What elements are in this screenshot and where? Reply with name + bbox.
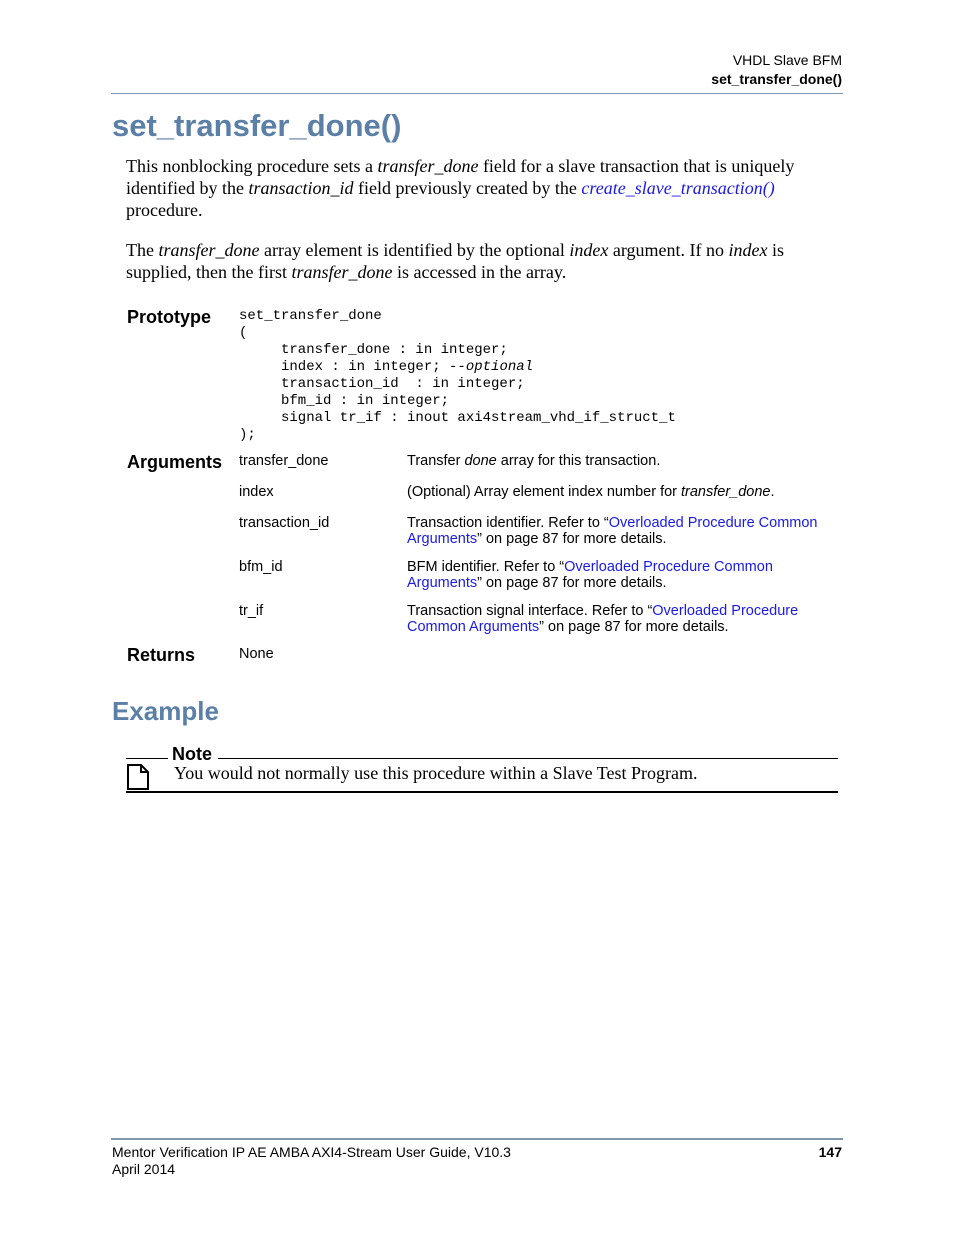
text-run-italic: index [569, 240, 609, 260]
text-run: field for a slave transaction that is uniquely identified by the [126, 156, 795, 198]
overloaded-procedure-link[interactable]: Overloaded Procedure Common Arguments [407, 515, 818, 547]
text-run: ” on page 87 for more details. [539, 619, 729, 635]
text-run-italic: transfer_done [291, 262, 393, 282]
argument-name: index [239, 484, 274, 500]
text-run-italic: transaction_id [248, 178, 354, 198]
text-run-italic: transfer_done [158, 240, 260, 260]
create-slave-transaction-link[interactable]: create_slave_transaction() [581, 178, 775, 198]
text-run-italic: transfer_done [681, 484, 771, 500]
note-text: You would not normally use this procedure within a Slave Test Program. [174, 763, 698, 783]
text-run: Transaction signal interface. Refer to “ [407, 603, 653, 619]
text-run: procedure. [126, 200, 203, 220]
overloaded-procedure-link[interactable]: Overloaded Procedure Common Arguments [407, 559, 773, 591]
argument-description [407, 603, 837, 635]
code-line [239, 359, 676, 376]
note-rule [126, 758, 168, 759]
argument-description [407, 559, 837, 591]
text-run: The [126, 240, 159, 260]
text-run: array element is identified by the optional [259, 240, 570, 260]
text-run: BFM identifier. Refer to “ [407, 559, 565, 575]
text-run: argument. If no [608, 240, 729, 260]
intro-paragraph-1 [126, 155, 836, 221]
code-line: signal tr_if : inout axi4stream_vhd_if_struct_t [281, 410, 676, 426]
argument-name: bfm_id [239, 559, 283, 575]
prototype-label: Prototype [127, 307, 212, 327]
note-label: Note [172, 744, 212, 764]
intro-paragraph-2 [126, 239, 836, 283]
argument-description [407, 453, 837, 469]
example-heading: Example [112, 696, 219, 726]
header-rule [111, 93, 843, 94]
argument-name: tr_if [239, 603, 264, 619]
code-line: ); [239, 427, 256, 443]
text-run: ” on page 87 for more details. [477, 531, 667, 547]
running-header-topic: set_transfer_done() [711, 71, 842, 87]
text-run: array for this transaction. [496, 453, 661, 469]
text-run: . [770, 484, 775, 500]
code-line: transfer_done : in integer; [281, 342, 508, 358]
text-run: is accessed in the array. [392, 262, 567, 282]
footer-date: April 2014 [112, 1161, 176, 1177]
argument-description [407, 515, 837, 547]
text-run: This nonblocking procedure sets a [126, 156, 378, 176]
page-number: 147 [818, 1144, 842, 1160]
text-run: (Optional) Array element index number for [407, 484, 682, 500]
footer-rule [111, 1138, 843, 1140]
argument-name: transaction_id [239, 515, 330, 531]
argument-description [407, 484, 837, 500]
note-page-icon [126, 763, 150, 791]
text-run: ” on page 87 for more details. [477, 575, 667, 591]
code-comment: --optional [449, 359, 534, 375]
note-rule [218, 758, 838, 759]
code-line: set_transfer_done [239, 308, 382, 324]
code-text: index : in integer; [281, 359, 450, 375]
text-run: Transaction identifier. Refer to “ [407, 515, 609, 531]
arguments-label: Arguments [127, 452, 223, 472]
overloaded-procedure-link[interactable]: Overloaded Procedure Common Arguments [407, 603, 799, 635]
argument-name: transfer_done [239, 453, 329, 469]
text-run: Transfer [407, 453, 465, 469]
text-run: is supplied, then the first [126, 240, 785, 282]
footer-guide-title: Mentor Verification IP AE AMBA AXI4-Stream User Guide, V10.3 [112, 1144, 511, 1160]
code-line: ( [239, 325, 248, 341]
returns-label: Returns [127, 645, 196, 665]
running-header-section: VHDL Slave BFM [732, 52, 842, 68]
code-line: bfm_id : in integer; [281, 393, 450, 409]
returns-value: None [239, 646, 274, 662]
text-run-italic: index [728, 240, 768, 260]
prototype-code [239, 308, 676, 444]
note-rule [126, 791, 838, 793]
text-run-italic: done [464, 453, 497, 469]
text-run-italic: transfer_done [377, 156, 479, 176]
text-run: field previously created by the [353, 178, 582, 198]
page-title: set_transfer_done() [112, 108, 402, 143]
code-line: transaction_id : in integer; [281, 376, 525, 392]
